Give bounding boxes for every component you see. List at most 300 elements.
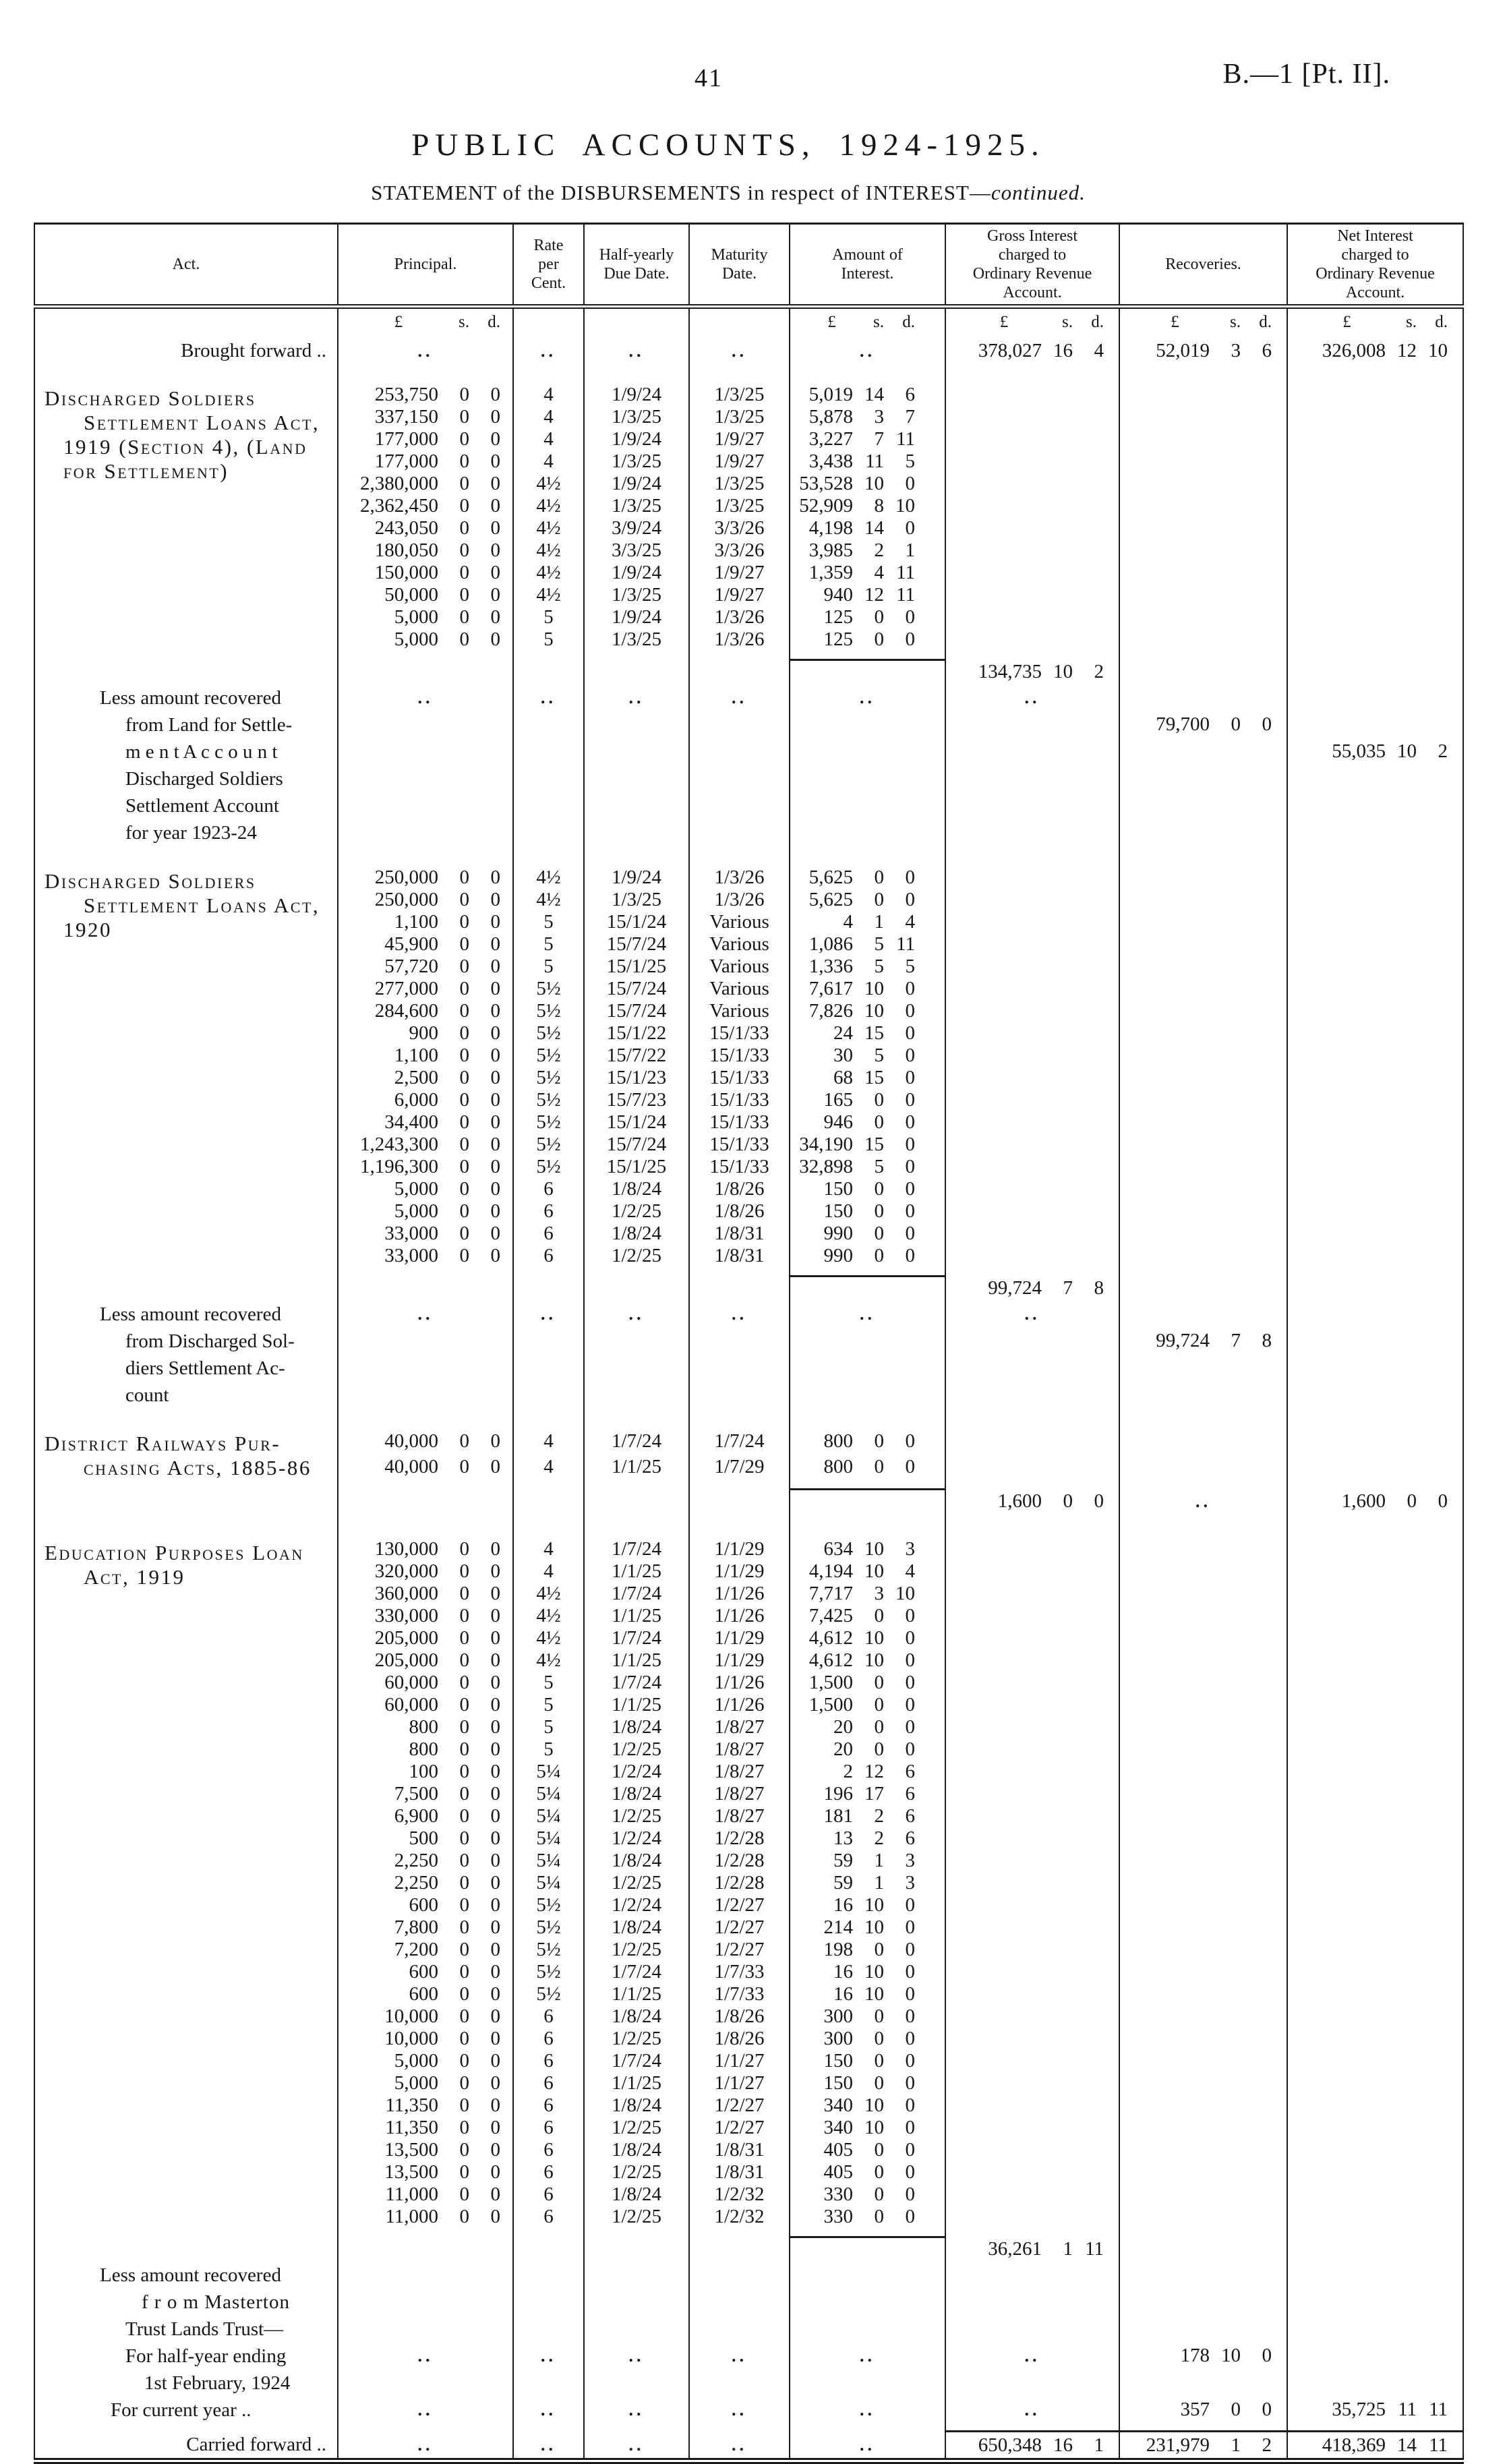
cell-text: 1/3/25 — [611, 450, 662, 472]
pence: 0 — [490, 1066, 500, 1088]
cell-recoveries — [1119, 1538, 1287, 1560]
cell-maturity — [689, 684, 790, 711]
cell-recoveries — [1119, 2262, 1287, 2289]
shillings: 0 — [459, 1155, 469, 1177]
cell-amount — [790, 1761, 945, 1783]
shillings: 0 — [459, 955, 469, 977]
shillings: 0 — [874, 1693, 884, 1715]
cell-net — [1287, 539, 1463, 562]
cell-text: 4½ — [536, 1626, 561, 1649]
cell-maturity — [689, 428, 790, 450]
cell-text: 1/3/26 — [714, 888, 765, 910]
act-name-line: Settlement Loans Act, — [84, 410, 320, 434]
pence: 0 — [490, 1849, 500, 1871]
table-section — [34, 1301, 1463, 1409]
cell-due — [584, 2183, 689, 2206]
cell-text: Various — [709, 910, 769, 933]
cell-principal — [338, 1827, 513, 1850]
pence: 4 — [905, 1560, 915, 1582]
money-value — [338, 867, 512, 889]
pounds: 340 — [823, 2094, 853, 2116]
pounds: 330 — [823, 2205, 853, 2227]
cell-rate — [513, 1089, 584, 1111]
cell-rate — [513, 2050, 584, 2072]
shillings: 0 — [459, 1715, 469, 1738]
cell-principal — [338, 1000, 513, 1022]
money-value — [338, 978, 512, 1000]
act-name-line: District Railways Pur- — [45, 1431, 281, 1455]
cell-principal — [338, 1301, 513, 1328]
col-header-principal — [338, 224, 513, 307]
money-value — [338, 1627, 512, 1649]
shillings: 14 — [1397, 2434, 1417, 2456]
cell-amount — [790, 1067, 945, 1089]
shillings: 10 — [864, 977, 884, 999]
shillings: 0 — [459, 2005, 469, 2027]
money-value — [338, 1649, 512, 1672]
pounds: 45,900 — [384, 933, 438, 955]
less-label-line: Settlement Account — [125, 794, 279, 817]
cell-maturity — [689, 2161, 790, 2183]
money-value — [790, 1605, 945, 1627]
shillings: 0 — [459, 1760, 469, 1782]
less-label-line: for year 1923-24 — [125, 821, 257, 844]
act-cell — [34, 1538, 338, 2228]
cell-due — [584, 2237, 689, 2262]
shillings: 5 — [874, 933, 884, 955]
cell-text: 1/9/24 — [611, 866, 662, 888]
cell-maturity — [689, 1328, 790, 1355]
cell-rate — [513, 1649, 584, 1672]
pounds: 2,380,000 — [360, 472, 438, 494]
pounds: 177,000 — [374, 428, 438, 450]
cell-amount — [790, 539, 945, 562]
pounds: 4,194 — [808, 1560, 853, 1582]
ditto-dots: .. — [1024, 2346, 1040, 2366]
table-section — [34, 1277, 1463, 1301]
pence: 0 — [490, 955, 500, 977]
pence: 0 — [905, 1456, 915, 1477]
pence: 0 — [490, 1560, 500, 1582]
shillings: 0 — [874, 866, 884, 888]
cell-net — [1287, 1649, 1463, 1672]
cell-text: 6 — [543, 2205, 554, 2227]
pounds: 180,050 — [374, 539, 438, 561]
cell-recoveries — [1119, 2072, 1287, 2094]
cell-maturity — [689, 628, 790, 651]
cell-text: 4 — [543, 1560, 554, 1582]
cell-rate — [513, 1672, 584, 1694]
cell-amount — [790, 2161, 945, 2183]
table-row — [34, 1538, 1463, 1560]
less-label-cell — [34, 1382, 338, 1409]
shillings: 0 — [874, 2072, 884, 2094]
cell-net — [1287, 956, 1463, 978]
shillings: 0 — [459, 1560, 469, 1582]
shillings: 0 — [459, 1244, 469, 1266]
pounds: 33,000 — [384, 1222, 438, 1244]
pence: 0 — [905, 1738, 915, 1760]
cell-principal — [338, 1067, 513, 1089]
ditto-dots: .. — [732, 2400, 747, 2419]
cell-text: 1/2/27 — [714, 2116, 765, 2138]
shillings: 8 — [874, 494, 884, 517]
table-row — [34, 819, 1463, 846]
table-section — [34, 384, 1463, 651]
cell-principal — [338, 819, 513, 846]
cell-recoveries — [1119, 1277, 1287, 1301]
cell-text: 5½ — [536, 1155, 561, 1177]
cell-maturity — [689, 1111, 790, 1134]
money-value — [1288, 2434, 1463, 2457]
cell-rate — [513, 2206, 584, 2228]
shillings: 0 — [459, 1582, 469, 1604]
cell-due — [584, 1178, 689, 1200]
cell-gross — [945, 336, 1119, 366]
cell-gross — [945, 2262, 1119, 2289]
cell-amount — [790, 2228, 945, 2237]
cell-recoveries — [1119, 2183, 1287, 2206]
pence: 0 — [490, 2183, 500, 2205]
cell-rate — [513, 1301, 584, 1328]
pounds: 5,000 — [394, 1177, 438, 1200]
cell-maturity — [689, 1301, 790, 1328]
cell-gross — [945, 978, 1119, 1000]
cell-net — [1287, 978, 1463, 1000]
money-value — [790, 867, 945, 889]
cell-due — [584, 1738, 689, 1761]
cell-principal — [338, 1805, 513, 1827]
cell-maturity — [689, 336, 790, 366]
cell-text: 1/2/25 — [611, 2161, 662, 2183]
money-value — [790, 2050, 945, 2072]
cell-text: 5 — [543, 606, 554, 628]
cell-gross — [945, 956, 1119, 978]
cell-text: 6 — [543, 1222, 554, 1244]
cell-recoveries — [1119, 450, 1287, 473]
cell-recoveries — [1119, 584, 1287, 606]
cell-recoveries — [1119, 846, 1287, 867]
pence: 11 — [1429, 2399, 1448, 2420]
cell-principal — [338, 684, 513, 711]
money-value — [790, 495, 945, 517]
pounds: 60,000 — [384, 1693, 438, 1715]
cell-principal — [338, 1178, 513, 1200]
carried-forward-label: Carried forward .. — [186, 2433, 326, 2455]
shillings: 15 — [864, 1066, 884, 1088]
money-value — [790, 1850, 945, 1872]
cell-text: 1/2/25 — [611, 1200, 662, 1222]
pence: 0 — [490, 428, 500, 450]
cell-due — [584, 1694, 689, 1716]
cell-maturity — [689, 1827, 790, 1850]
pence: 0 — [490, 1537, 500, 1560]
header-line: Amount of — [832, 246, 903, 264]
pounds: 5,878 — [808, 405, 853, 428]
pence: 1 — [905, 539, 915, 561]
cell-act — [34, 1409, 338, 1429]
pence: 0 — [905, 1155, 915, 1177]
less-label-line: diers Settlement Ac- — [125, 1357, 285, 1379]
shillings: 0 — [1231, 713, 1241, 735]
cell-rate — [513, 765, 584, 792]
cell-principal — [338, 2432, 513, 2461]
pounds: 4 — [843, 910, 853, 933]
cell-gross — [945, 1872, 1119, 1894]
shillings: 0 — [459, 2161, 469, 2183]
money-value — [790, 978, 945, 1000]
cell-net — [1287, 406, 1463, 428]
cell-due — [584, 1560, 689, 1583]
cell-rate — [513, 562, 584, 584]
cell-rate — [513, 2289, 584, 2316]
cell-principal — [338, 606, 513, 628]
cell-text: 1/9/24 — [611, 428, 662, 450]
cell-principal — [338, 978, 513, 1000]
cell-principal — [338, 1490, 513, 1514]
pounds: 10,000 — [384, 2027, 438, 2049]
cell-text: 1/8/24 — [611, 1782, 662, 1805]
less-label-line: Less amount recovered — [100, 1303, 281, 1325]
cell-principal — [338, 539, 513, 562]
cell-maturity — [689, 2228, 790, 2237]
cell-amount — [790, 1627, 945, 1649]
cell-recoveries — [1119, 1455, 1287, 1480]
cell-recoveries — [1119, 2397, 1287, 2424]
cell-net — [1287, 1583, 1463, 1605]
cell-rate — [513, 473, 584, 495]
cell-gross — [945, 1178, 1119, 1200]
ditto-dots: .. — [732, 341, 747, 361]
pence: 2 — [1262, 2434, 1272, 2456]
cell-amount — [790, 1480, 945, 1490]
pence: 0 — [905, 1626, 915, 1649]
cell-text: 4 — [543, 383, 554, 405]
cell-maturity — [689, 2117, 790, 2139]
cell-recoveries — [1119, 1409, 1287, 1429]
table-row — [34, 1514, 1463, 1538]
money-value — [790, 1538, 945, 1560]
money-value — [338, 1430, 512, 1453]
ditto-dots: .. — [541, 2400, 556, 2419]
cell-net — [1287, 911, 1463, 933]
cell-rate — [513, 1382, 584, 1409]
cell-rate — [513, 1156, 584, 1178]
cell-due — [584, 819, 689, 846]
cell-principal — [338, 307, 513, 336]
pounds: 634 — [823, 1537, 853, 1560]
cell-net — [1287, 1850, 1463, 1872]
money-value — [946, 2238, 1119, 2260]
cell-recoveries — [1119, 1805, 1287, 1827]
cell-maturity — [689, 2183, 790, 2206]
shillings: 10 — [1053, 661, 1073, 682]
cell-maturity — [689, 1538, 790, 1560]
pence: 2 — [1094, 661, 1104, 682]
cell-due — [584, 2397, 689, 2424]
money-value — [946, 313, 1119, 332]
cell-act — [34, 1480, 338, 1490]
cell-text: 1/1/26 — [714, 1671, 765, 1693]
shillings: 0 — [459, 494, 469, 517]
cell-text: 5½ — [536, 1894, 561, 1916]
money-value — [338, 1560, 512, 1583]
shillings: 0 — [874, 1738, 884, 1760]
pounds: 2 — [843, 1760, 853, 1782]
cell-maturity — [689, 1178, 790, 1200]
cell-net — [1287, 1455, 1463, 1480]
pence: 8 — [1094, 1277, 1104, 1299]
pence: 0 — [490, 1738, 500, 1760]
money-value — [946, 661, 1119, 683]
shillings: 17 — [864, 1782, 884, 1805]
pence: 11 — [896, 561, 915, 583]
cell-due — [584, 684, 689, 711]
cell-maturity — [689, 1805, 790, 1827]
cell-text: 3/3/26 — [714, 539, 765, 561]
less-label-cell — [34, 2343, 338, 2370]
pounds: 1,100 — [394, 1044, 438, 1066]
money-value — [338, 1850, 512, 1872]
cell-net — [1287, 1429, 1463, 1455]
pounds: £ — [394, 313, 403, 332]
cell-text: 1/8/24 — [611, 1849, 662, 1871]
less-label-cell — [34, 2397, 338, 2424]
pence: 0 — [490, 1626, 500, 1649]
header-line: Account. — [1345, 284, 1405, 301]
cell-recoveries — [1119, 684, 1287, 711]
pounds: 52,909 — [799, 494, 853, 517]
money-value — [790, 1694, 945, 1716]
cell-text: 5 — [543, 1693, 554, 1715]
pounds: £ — [1342, 313, 1351, 332]
cell-text: 15/1/22 — [606, 1022, 667, 1044]
cell-text: 1/8/26 — [714, 1200, 765, 1222]
cell-text: 3/3/26 — [714, 517, 765, 539]
cell-net — [1287, 1178, 1463, 1200]
cell-gross — [945, 1538, 1119, 1560]
cell-text: 15/1/33 — [709, 1155, 769, 1177]
money-value — [338, 1000, 512, 1022]
cell-maturity — [689, 1605, 790, 1627]
money-value — [790, 1223, 945, 1245]
pence: 0 — [490, 910, 500, 933]
ditto-dots: .. — [860, 2400, 875, 2419]
ditto-dots: .. — [628, 341, 645, 361]
cell-act — [34, 2424, 338, 2432]
pounds: 196 — [823, 1782, 853, 1805]
col-header-due — [584, 224, 689, 307]
cell-amount — [790, 2206, 945, 2228]
ditto-dots: .. — [628, 2400, 645, 2419]
pence: 0 — [905, 2094, 915, 2116]
pence: 0 — [490, 1871, 500, 1894]
cell-gross — [945, 2117, 1119, 2139]
pounds: 405 — [823, 2161, 853, 2183]
cell-act — [34, 660, 338, 684]
pounds: 600 — [409, 1894, 438, 1916]
pounds: £ — [827, 313, 836, 332]
pence: 0 — [905, 1916, 915, 1938]
cell-due — [584, 1627, 689, 1649]
cell-amount — [790, 2370, 945, 2397]
cell-maturity — [689, 2028, 790, 2050]
cell-principal — [338, 889, 513, 911]
money-value — [790, 2028, 945, 2050]
cell-maturity — [689, 1916, 790, 1939]
table-section — [34, 1480, 1463, 1490]
cell-net — [1287, 1134, 1463, 1156]
cell-text: 5½ — [536, 1066, 561, 1088]
money-value — [338, 450, 512, 473]
cell-text: 6 — [543, 2005, 554, 2027]
cell-text: 1/1/29 — [714, 1537, 765, 1560]
cell-text: 4½ — [536, 1604, 561, 1626]
pence: 0 — [490, 2094, 500, 2116]
money-value — [338, 1089, 512, 1111]
cell-recoveries — [1119, 1916, 1287, 1939]
pounds: 7,617 — [808, 977, 853, 999]
cell-net — [1287, 1409, 1463, 1429]
cell-text: 1/7/24 — [611, 1582, 662, 1604]
shillings: 0 — [459, 2072, 469, 2094]
money-value — [338, 495, 512, 517]
cell-act — [34, 1490, 338, 1514]
pence: 0 — [490, 1805, 500, 1827]
shillings: 1 — [874, 1849, 884, 1871]
col-header-maturity — [689, 224, 790, 307]
cell-rate — [513, 628, 584, 651]
money-value — [338, 2161, 512, 2183]
pence: 5 — [905, 450, 915, 472]
cell-text: 1/2/28 — [714, 1827, 765, 1849]
cell-amount — [790, 792, 945, 819]
money-value — [338, 1605, 512, 1627]
money-value — [790, 1560, 945, 1583]
cell-net — [1287, 2050, 1463, 2072]
table-section — [34, 2237, 1463, 2262]
table-row — [34, 2432, 1463, 2461]
col-header-recoveries — [1119, 224, 1287, 307]
cell-amount — [790, 450, 945, 473]
pence: 0 — [490, 1983, 500, 2005]
cell-net — [1287, 933, 1463, 956]
cell-text: 1/3/25 — [714, 472, 765, 494]
pounds: 150,000 — [374, 561, 438, 583]
cell-net — [1287, 819, 1463, 846]
pounds: 205,000 — [374, 1626, 438, 1649]
cell-text: 1/8/26 — [714, 2005, 765, 2027]
cell-principal — [338, 2289, 513, 2316]
cell-gross — [945, 1429, 1119, 1455]
cell-due — [584, 1872, 689, 1894]
cell-gross — [945, 366, 1119, 384]
cell-principal — [338, 933, 513, 956]
cell-text: Various — [709, 933, 769, 955]
shillings: 0 — [459, 2116, 469, 2138]
cell-due — [584, 495, 689, 517]
pence: 0 — [905, 2116, 915, 2138]
pounds: 16 — [833, 1894, 853, 1916]
cell-gross — [945, 406, 1119, 428]
cell-maturity — [689, 846, 790, 867]
cell-text: 1/7/33 — [714, 1983, 765, 2005]
cell-maturity — [689, 1961, 790, 1983]
cell-principal — [338, 2228, 513, 2237]
cell-principal — [338, 792, 513, 819]
pounds: 55,035 — [1332, 740, 1386, 762]
cell-rate — [513, 1961, 584, 1983]
